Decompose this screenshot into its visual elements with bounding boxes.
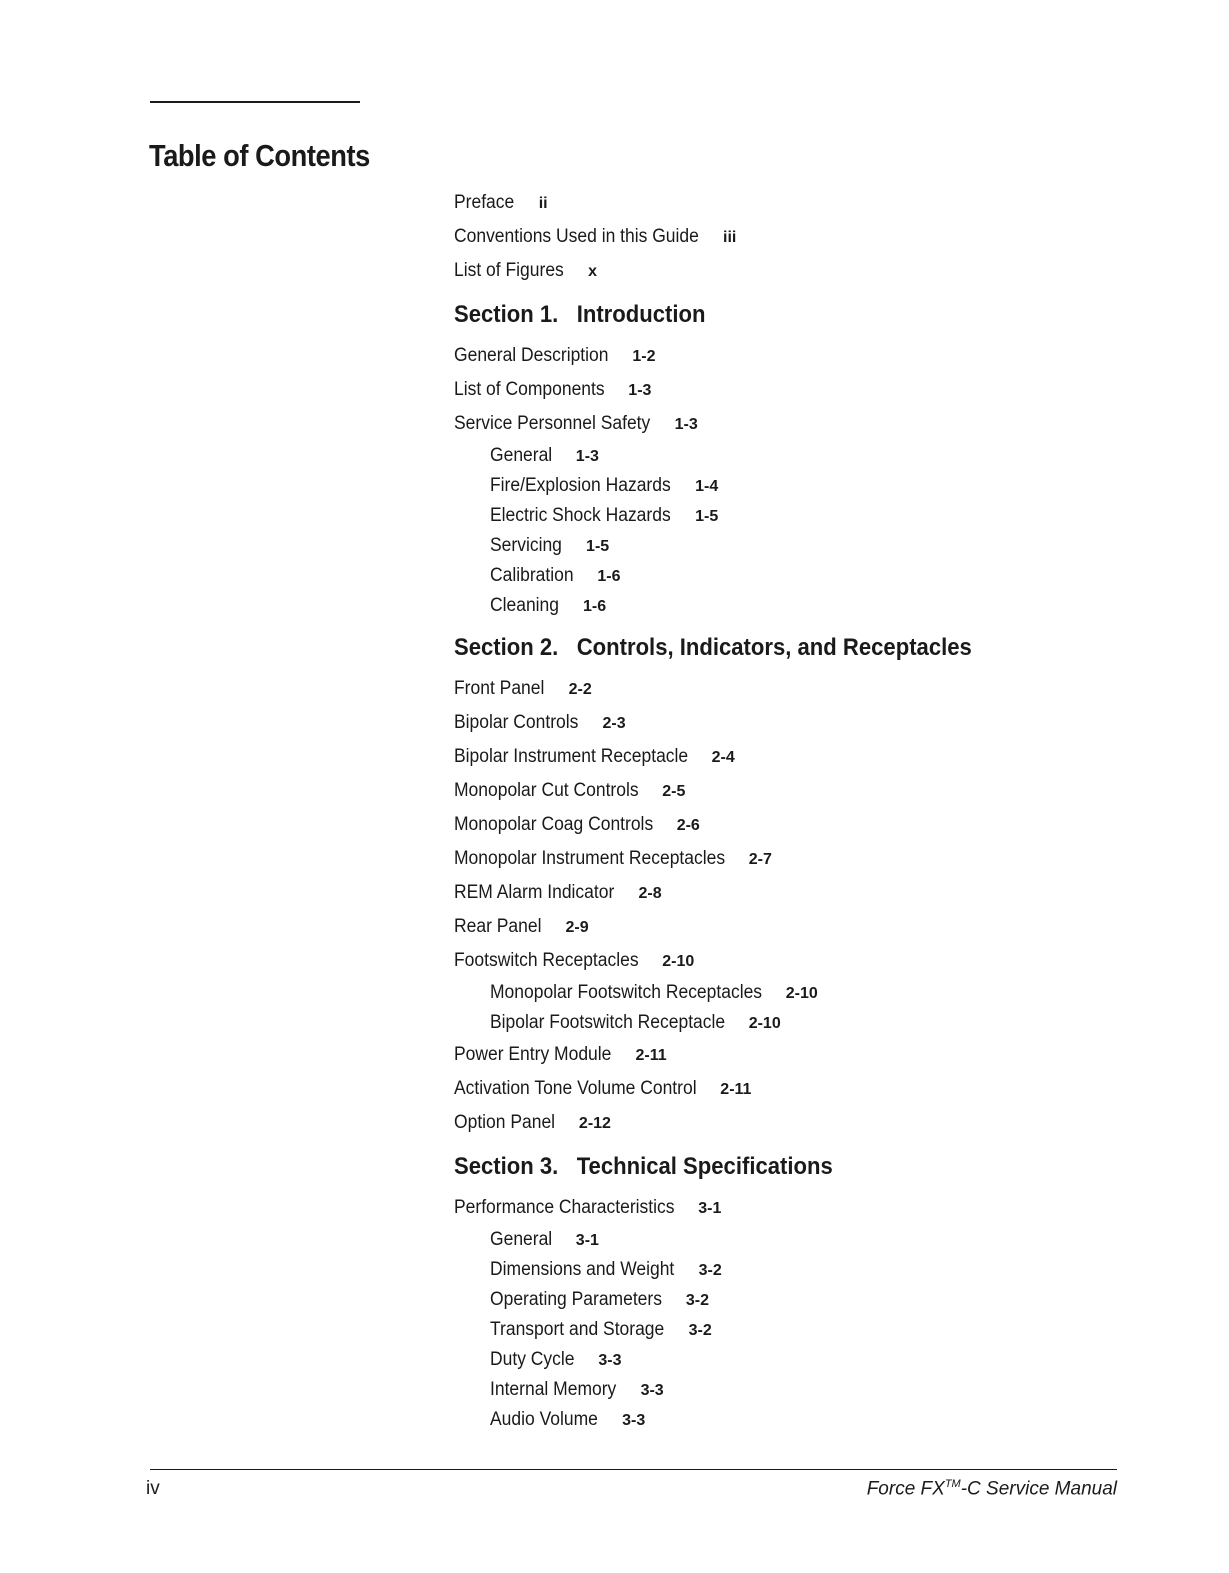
toc-entry[interactable] [454, 842, 1174, 876]
toc-entry-label: Cleaning [490, 595, 559, 616]
toc-entry-label: Performance Characteristics [454, 1197, 675, 1218]
toc-entry-label: Transport and Storage [490, 1319, 665, 1340]
toc-entry-preface[interactable] [454, 186, 1174, 220]
front-matter-list [454, 186, 1174, 288]
toc-entry[interactable] [454, 373, 1174, 407]
toc-entry-page: 1-5 [586, 538, 610, 555]
toc-entry-label: List of Components [454, 379, 605, 400]
toc-entry-page: 2-4 [711, 749, 735, 766]
toc-entry-page: 2-5 [662, 783, 686, 800]
toc-entry-label: REM Alarm Indicator [454, 882, 615, 903]
section-heading[interactable] [454, 1143, 1116, 1191]
toc-entry-page: 1-2 [632, 348, 656, 365]
toc-entry-page: 3-2 [698, 1262, 722, 1279]
section-title: Introduction [576, 301, 706, 328]
section-title: Technical Specifications [576, 1153, 833, 1180]
toc-entry-label: Preface [454, 192, 515, 213]
toc-entry-page: 3-1 [575, 1232, 599, 1249]
toc-entry-page: 1-6 [597, 568, 621, 585]
toc-entry-page: 2-10 [785, 985, 818, 1002]
toc-entry[interactable] [454, 1106, 1174, 1140]
toc-entry[interactable] [454, 740, 1174, 774]
footer-trademark: TM [944, 1478, 961, 1490]
page-number: iv [146, 1478, 160, 1499]
section-title: Controls, Indicators, and Receptacles [576, 634, 972, 661]
toc-entry-label: Option Panel [454, 1112, 556, 1133]
toc-entry-label: Internal Memory [490, 1379, 617, 1400]
toc-subentry[interactable] [454, 1345, 1174, 1375]
toc-entry[interactable] [454, 339, 1174, 373]
toc-entry[interactable] [454, 407, 1174, 441]
toc-subentry[interactable] [454, 591, 1174, 621]
toc-entry[interactable] [454, 1191, 1174, 1225]
toc-subentry[interactable] [454, 1225, 1174, 1255]
toc-entry[interactable] [454, 1072, 1174, 1106]
toc-entry-label: Dimensions and Weight [490, 1259, 675, 1280]
toc-entry-page: 1-3 [674, 416, 698, 433]
toc-entry-label: Power Entry Module [454, 1044, 612, 1065]
toc-entry-page: 2-12 [578, 1115, 611, 1132]
toc-entry-label: Servicing [490, 535, 562, 556]
toc-entry-page: 2-9 [565, 919, 589, 936]
toc-entry-page: 2-7 [748, 851, 772, 868]
toc-entry[interactable] [454, 672, 1174, 706]
footer-title-suffix: -C Service Manual [960, 1478, 1117, 1500]
section-heading[interactable] [454, 291, 1116, 339]
toc-subentry[interactable] [454, 1405, 1174, 1435]
toc-subentry[interactable] [454, 501, 1174, 531]
toc-entry-page: 3-2 [688, 1322, 712, 1339]
section-number: Section 1. [454, 301, 559, 328]
toc-entry[interactable] [454, 1038, 1174, 1072]
toc-entry[interactable] [454, 774, 1174, 808]
toc-subentry[interactable] [454, 471, 1174, 501]
toc-entry-page: iii [723, 229, 737, 246]
toc-entry-page: 3-1 [698, 1200, 722, 1217]
toc-entry-label: Monopolar Instrument Receptacles [454, 848, 726, 869]
footer-rule [150, 1469, 1117, 1470]
toc-entry-page: ii [538, 195, 548, 212]
toc-entry-page: 2-8 [638, 885, 662, 902]
toc-entry-page: 2-11 [635, 1047, 667, 1064]
toc-entry-page: 1-4 [695, 478, 719, 495]
section-group [454, 291, 1174, 621]
toc-entry-list-of-figures[interactable] [454, 254, 1174, 288]
toc-entry-page: 1-3 [575, 448, 599, 465]
toc-entry-label: List of Figures [454, 260, 564, 281]
footer-manual-title [867, 1478, 1117, 1500]
toc-subentry[interactable] [454, 1255, 1174, 1285]
toc-entry-label: Activation Tone Volume Control [454, 1078, 697, 1099]
toc-entry-page: 2-6 [676, 817, 700, 834]
toc-entry-page: 1-5 [695, 508, 719, 525]
sections-container [454, 291, 1174, 1435]
toc-entry[interactable] [454, 808, 1174, 842]
toc-entry[interactable] [454, 706, 1174, 740]
toc-entry-label: Duty Cycle [490, 1349, 575, 1370]
toc-entry-page: 3-2 [685, 1292, 709, 1309]
top-rule [150, 101, 360, 103]
toc-entry-page: 2-10 [748, 1015, 781, 1032]
toc-entry-page: 3-3 [598, 1352, 622, 1369]
toc-entry-label: Rear Panel [454, 916, 542, 937]
toc-entry-label: Bipolar Controls [454, 712, 579, 733]
toc-entry-page: 3-3 [622, 1412, 646, 1429]
section-heading[interactable] [454, 624, 1116, 672]
toc-entry-page: 2-3 [602, 715, 626, 732]
toc-subentry[interactable] [454, 1285, 1174, 1315]
toc-entry[interactable] [454, 910, 1174, 944]
toc-subentry[interactable] [454, 978, 1174, 1008]
toc-entry-label: General Description [454, 345, 609, 366]
toc-subentry[interactable] [454, 531, 1174, 561]
toc-entry-label: Operating Parameters [490, 1289, 662, 1310]
toc-entry-label: Monopolar Footswitch Receptacles [490, 982, 763, 1003]
toc-entry[interactable] [454, 876, 1174, 910]
toc-entry-label: Front Panel [454, 678, 545, 699]
toc-entry-label: Bipolar Footswitch Receptacle [490, 1012, 726, 1033]
toc-entry-page: 2-10 [662, 953, 695, 970]
toc-entry-label: Bipolar Instrument Receptacle [454, 746, 689, 767]
toc-entry-label: Monopolar Coag Controls [454, 814, 654, 835]
toc-entry-label: Footswitch Receptacles [454, 950, 639, 971]
toc-entry-conventions[interactable] [454, 220, 1174, 254]
section-group [454, 1143, 1174, 1435]
toc-entry-label: Monopolar Cut Controls [454, 780, 639, 801]
toc-entry-page: x [588, 263, 598, 280]
toc-entry-page: 1-3 [628, 382, 652, 399]
table-of-contents [454, 186, 1174, 1435]
toc-subentry[interactable] [454, 1375, 1174, 1405]
toc-entry-page: 2-2 [568, 681, 592, 698]
toc-entry-label: Audio Volume [490, 1409, 598, 1430]
toc-entry-label: General [490, 445, 553, 466]
toc-entry-label: General [490, 1229, 553, 1250]
section-group [454, 624, 1174, 1140]
toc-entry-label: Calibration [490, 565, 574, 586]
toc-subentry[interactable] [454, 1008, 1174, 1038]
toc-subentry[interactable] [454, 561, 1174, 591]
page-title: Table of Contents [149, 138, 370, 173]
toc-entry-page: 1-6 [583, 598, 607, 615]
toc-entry-label: Fire/Explosion Hazards [490, 475, 671, 496]
toc-subentry[interactable] [454, 441, 1174, 471]
section-number: Section 2. [454, 634, 559, 661]
toc-entry-label: Service Personnel Safety [454, 413, 651, 434]
toc-entry-page: 2-11 [720, 1081, 752, 1098]
section-number: Section 3. [454, 1153, 559, 1180]
footer-title-main: Force FX [866, 1478, 945, 1500]
toc-entry-label: Conventions Used in this Guide [454, 226, 699, 247]
toc-subentry[interactable] [454, 1315, 1174, 1345]
toc-entry-label: Electric Shock Hazards [490, 505, 671, 526]
toc-entry[interactable] [454, 944, 1174, 978]
toc-entry-page: 3-3 [640, 1382, 664, 1399]
